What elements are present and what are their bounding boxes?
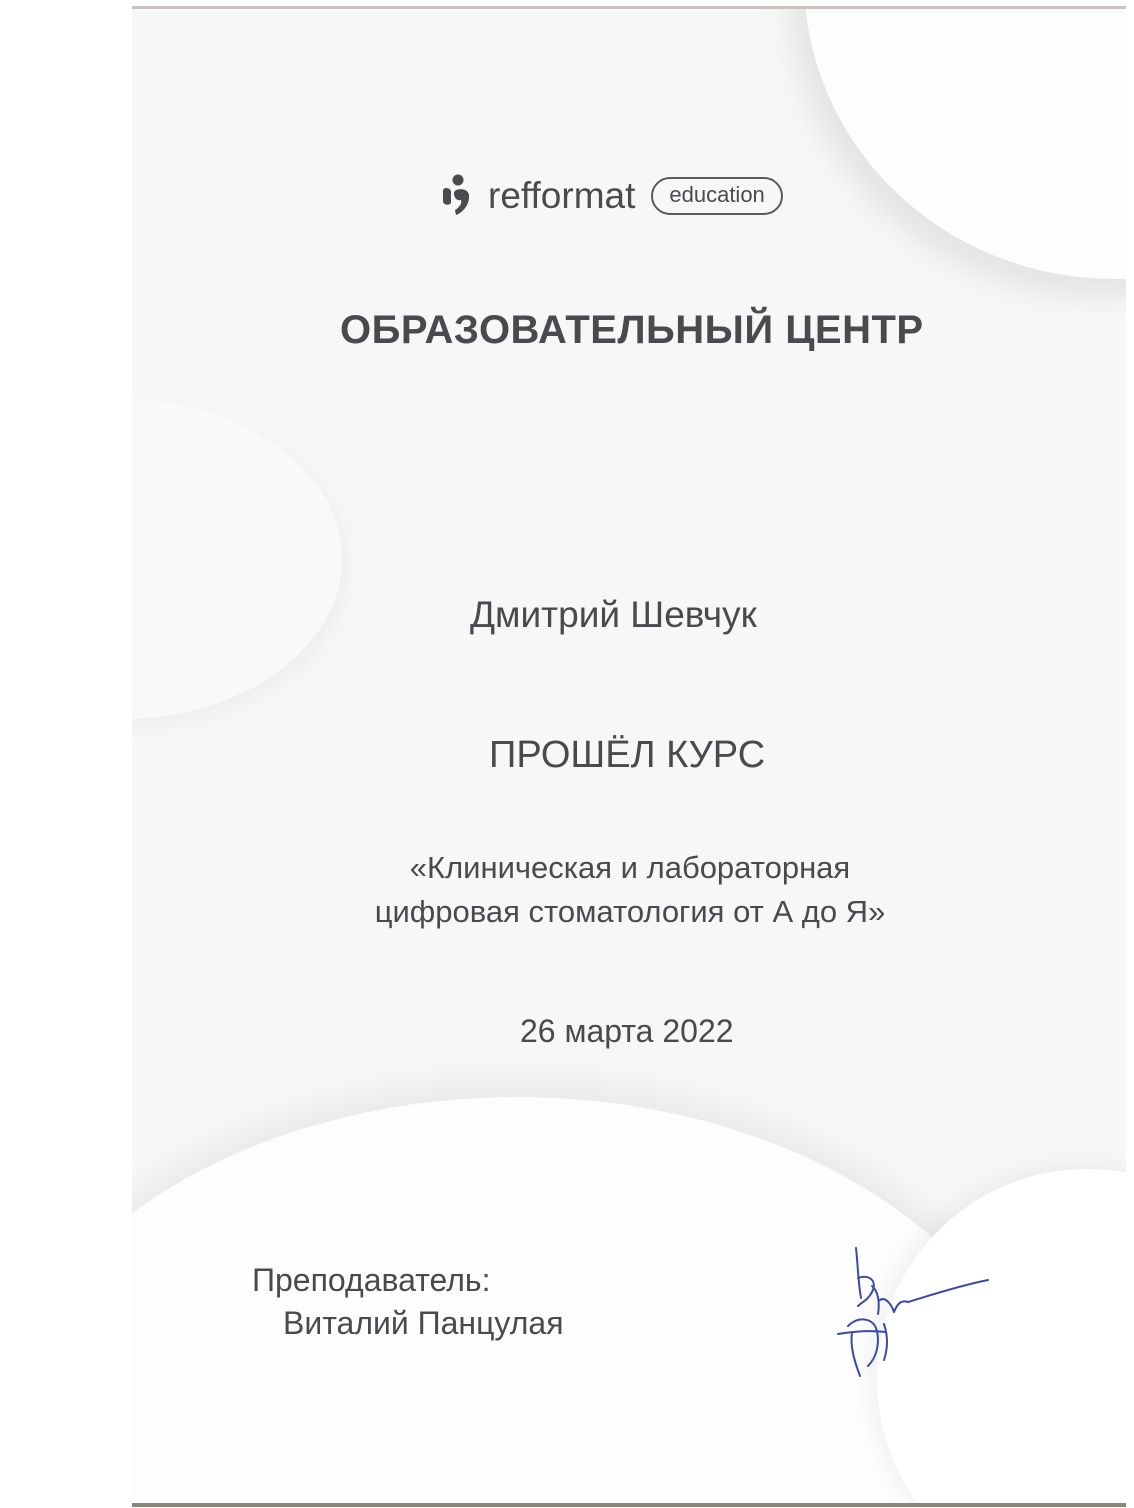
course-status: ПРОШЁЛ КУРС [489,734,766,776]
logo-wordmark: refformat [488,175,636,216]
certificate-date: 26 марта 2022 [520,1013,734,1049]
course-title [300,846,960,934]
teacher-label: Преподаватель: [252,1262,491,1298]
refformat-logo [440,166,783,226]
logo-education-badge: education [651,177,782,215]
refformat-logo-icon [440,173,474,219]
certificate-heading: ОБРАЗОВАТЕЛЬНЫЙ ЦЕНТР [340,308,924,352]
handwritten-signature [828,1236,998,1386]
decorative-shape-top-right [804,6,1126,279]
course-title-line-2: цифровая стоматология от А до Я» [374,894,886,929]
decorative-shape-left [132,399,342,719]
student-name: Дмитрий Шевчук [470,594,757,635]
teacher-name: Виталий Панцулая [283,1305,564,1341]
course-title-line-1: «Клиническая и лабораторная [409,850,851,885]
